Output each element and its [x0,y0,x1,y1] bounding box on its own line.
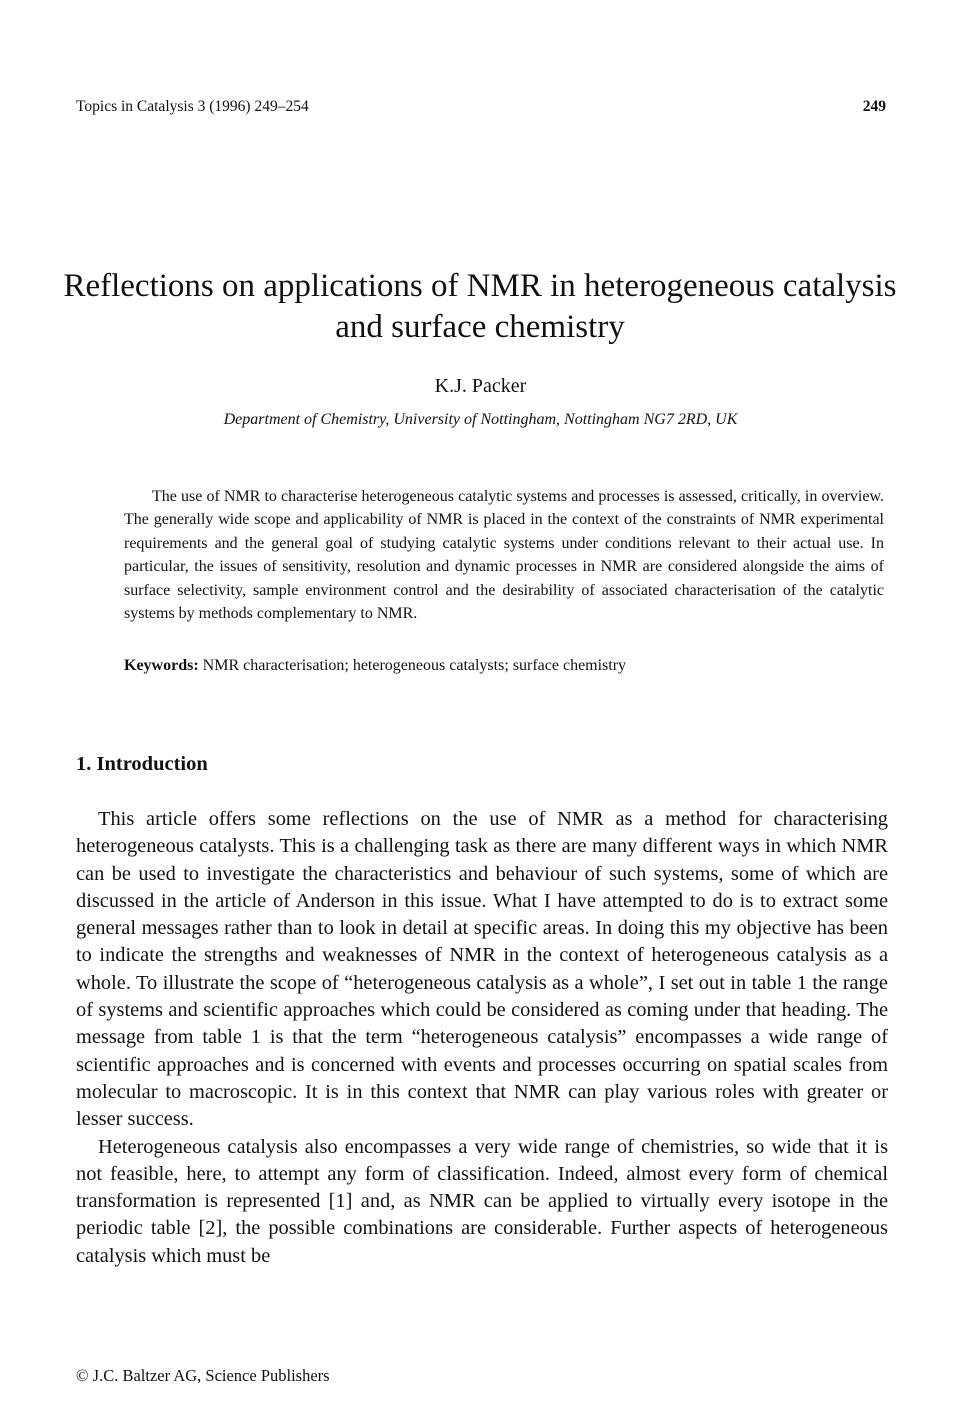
page-number: 249 [862,98,886,115]
copyright-notice: © J.C. Baltzer AG, Science Publishers [76,1366,330,1385]
body-text [76,806,888,1270]
keywords-list: NMR characterisation; heterogeneous catalysts; surface chemistry [202,657,627,674]
keywords [124,657,884,675]
journal-citation: Topics in Catalysis 3 (1996) 249–254 [76,98,309,115]
author-name: K.J. Packer [434,375,527,397]
author-affiliation: Department of Chemistry, University of Nottingham, Nottingham NG7 2RD, UK [223,411,738,428]
abstract: The use of NMR to characterise heterogeneous catalytic systems and processes is assessed, critically, in overview. The generally wide scope and applicability of NMR is placed in the context of the constraints of NMR experimental requirements and the general goal of studying catalytic systems under conditions relevant to their actual use. In particular, the issues of sensitivity, resolution and dynamic processes in NMR are considered alongside the aims of surface selectivity, sample environment control and the desirability of associated characterisation of the catalytic systems by methods complementary to NMR. [124,488,884,623]
section-heading: 1. Introduction [76,753,208,775]
keywords-label: Keywords: [124,657,199,674]
paragraph: This article offers some reflections on the use of NMR as a method for characterising heterogeneous catalysts. This is a challenging task as there are many different ways in which NMR can be used to investigate the characteristics and behaviour of such systems, some of which are discussed in the article of Anderson in this issue. What I have attempted to do is to extract some general messages rather than to look in detail at specific areas. In doing this my objective has been to indicate the strengths and weaknesses of NMR in the context of heterogeneous catalysis as a whole. To illustrate the scope of “heterogeneous catalysis as a whole”, I set out in table 1 the range of systems and scientific approaches which could be considered as coming under that heading. The message from table 1 is that the term “heterogeneous catalysis” encompasses a wide range of scientific approaches and is concerned with events and processes occurring on spatial scales from molecular to macroscopic. It is in this context that NMR can play various roles with greater or lesser success. [76,808,888,1131]
article-title: Reflections on applications of NMR in heterogeneous catalysis and surface chemistry [63,268,897,345]
running-head [76,98,886,116]
paragraph: Heterogeneous catalysis also encompasses a very wide range of chemistries, so wide that it is not feasible, here, to attempt any form of classification. Indeed, almost every form of chemical transformation is represented [1] and, as NMR can be applied to virtually every isotope in the periodic table [2], the possible combinations are considerable. Further aspects of heterogeneous catalysis which must be [76,1135,888,1267]
